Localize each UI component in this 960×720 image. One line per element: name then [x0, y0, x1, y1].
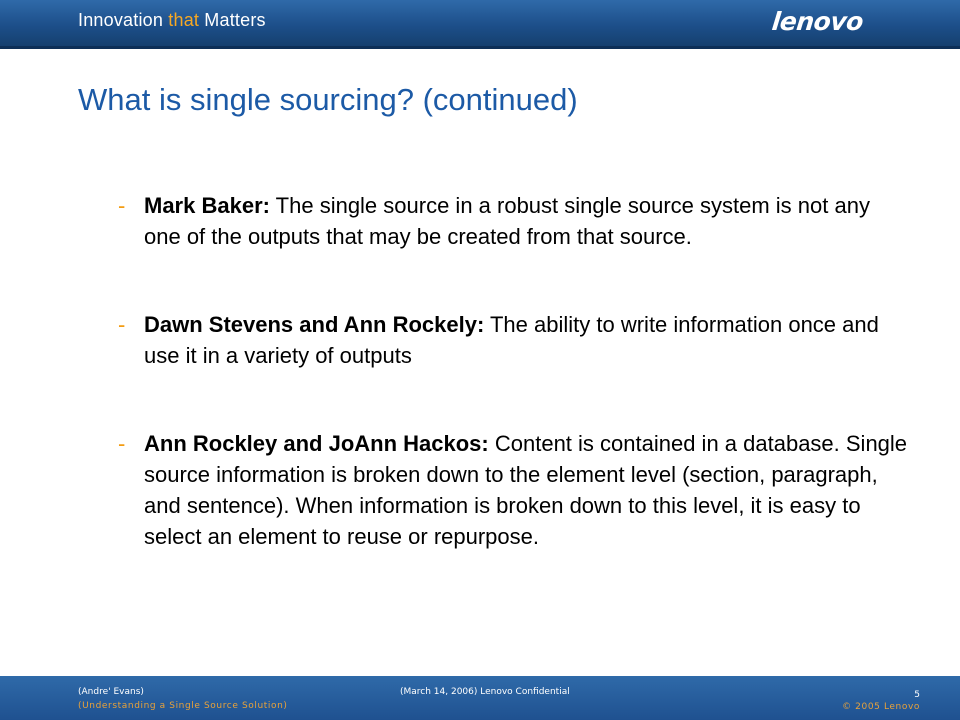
- bullet-item: [118, 190, 908, 252]
- tagline-part2: Matters: [199, 10, 266, 30]
- bullet-item: [118, 428, 908, 552]
- bullet-body: The single source in a robust single source system is not any one of the outputs that may be created from that source.: [144, 193, 870, 249]
- bullet-lead: Dawn Stevens and Ann Rockely:: [144, 312, 485, 337]
- tagline: [78, 10, 266, 31]
- footer-author: (Andre' Evans): [78, 687, 144, 697]
- bullet-lead: Ann Rockley and JoAnn Hackos:: [144, 431, 489, 456]
- footer-date-confidential: (March 14, 2006) Lenovo Confidential: [400, 687, 570, 697]
- bullet-text: [144, 190, 908, 252]
- footer-bar: [0, 676, 960, 720]
- page-number: 5: [914, 690, 920, 700]
- bullet-body: Content is contained in a database. Single source information is broken down to the element level (section, paragraph, and sentence). When information is broken down to this level, it is easy to select an element to reuse or repurpose.: [144, 431, 908, 549]
- bullet-list: [118, 190, 908, 552]
- header-bar: [0, 0, 960, 46]
- slide-title: What is single sourcing? (continued): [78, 82, 578, 117]
- bullet-dash: -: [118, 312, 126, 337]
- bullet-lead: Mark Baker:: [144, 193, 270, 218]
- lenovo-logo: lenovo: [770, 7, 865, 36]
- bullet-text: [144, 309, 908, 371]
- header-divider: [0, 46, 960, 49]
- bullet-dash: -: [118, 431, 126, 456]
- tagline-accent: that: [168, 10, 200, 30]
- footer-subtitle: (Understanding a Single Source Solution): [78, 701, 288, 711]
- tagline-part1: Innovation: [78, 10, 169, 30]
- bullet-body: The ability to write information once and use it in a variety of outputs: [144, 312, 879, 368]
- bullet-item: [118, 309, 908, 371]
- bullet-dash: -: [118, 193, 126, 218]
- footer-copyright: © 2005 Lenovo: [842, 702, 920, 712]
- bullet-text: [144, 428, 908, 552]
